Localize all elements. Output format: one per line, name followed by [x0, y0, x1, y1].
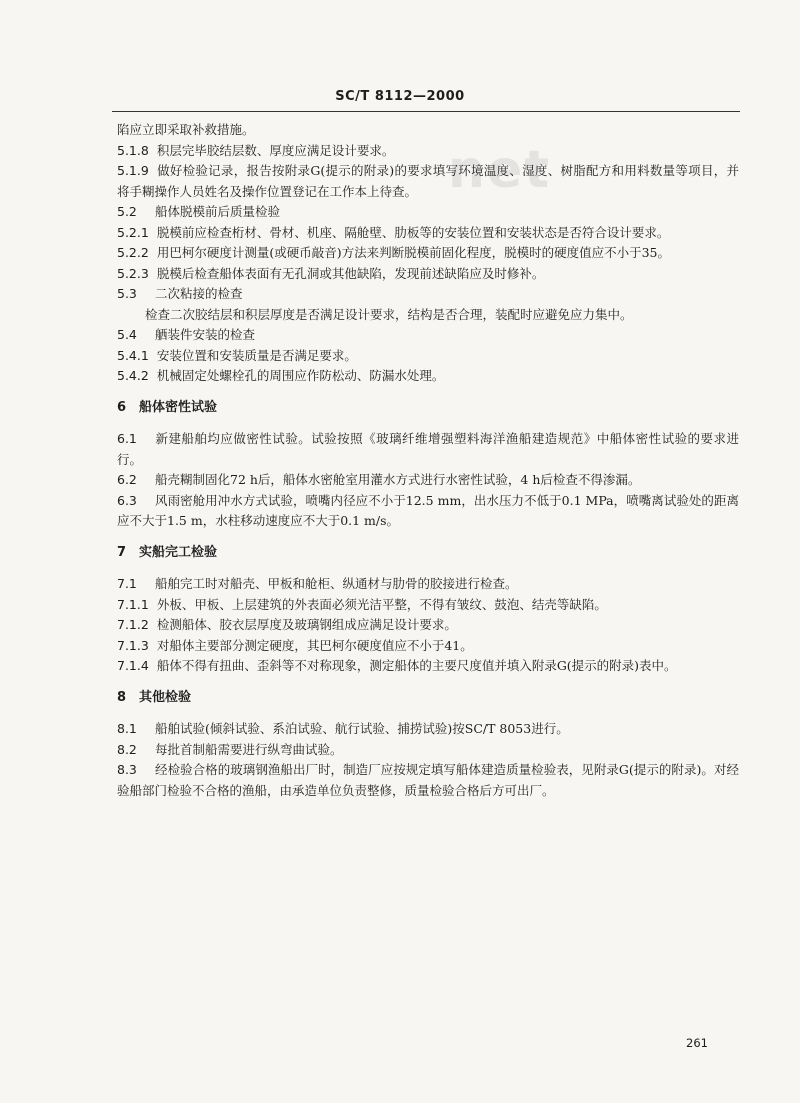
clause-6-1 [117, 429, 739, 470]
document-code-header: SC/T 8112—2000 [335, 89, 465, 104]
clause-heading: 二次粘接的检查 [155, 286, 243, 301]
document-body [117, 120, 739, 801]
section-8-heading [117, 688, 739, 709]
clause-text: 每批首制船需要进行纵弯曲试验。 [155, 741, 343, 757]
clause-5-1-8 [117, 141, 739, 162]
page-number: 261 [686, 1036, 708, 1050]
clause-text: 船壳糊制固化72 h后，船体水密舱室用灌水方式进行水密性试验，4 h后检查不得渗漏。 [155, 472, 641, 487]
section-number: 8 [117, 689, 127, 705]
clause-heading: 船体脱模前后质量检验 [155, 204, 281, 219]
clause-number: 5.2.2 [117, 245, 149, 260]
clause-5-3 [117, 284, 739, 305]
clause-number: 5.4.1 [117, 347, 149, 363]
clause-number: 7.1.2 [117, 617, 149, 632]
clause-6-3 [117, 491, 739, 532]
clause-text: 做好检验记录，报告按附录G(提示的附录)的要求填写环境温度、湿度、树脂配方和用料数量等项目，并将手糊操作人员姓名及操作位置登记在工作本上待查。 [117, 163, 739, 199]
clause-text: 安装位置和安装质量是否满足要求。 [156, 347, 357, 363]
clause-5-2-2 [117, 243, 739, 264]
section-title: 船体密性试验 [139, 399, 218, 415]
clause-number: 5.1.8 [117, 142, 149, 158]
header-rule [112, 111, 740, 112]
clause-text: 用巴柯尔硬度计测量(或硬币敲音)方法来判断脱模前固化程度，脱模时的硬度值应不小于35。 [156, 245, 670, 260]
clause-text: 新建船舶均应做密性试验。试验按照《玻璃纤维增强塑料海洋渔船建造规范》中船体密性试验的要求进行。 [117, 431, 739, 467]
clause-heading: 舾装件安装的检查 [155, 327, 256, 342]
clause-7-1-2 [117, 615, 739, 636]
clause-text: 船舶完工时对船壳、甲板和舱柜、纵通材与肋骨的胶接进行检查。 [155, 576, 518, 591]
clause-number: 8.2 [117, 741, 137, 757]
section-6-heading [117, 398, 739, 419]
clause-5-2-3 [117, 264, 739, 285]
clause-number: 8.1 [117, 721, 137, 736]
clause-number: 7.1.4 [117, 658, 149, 673]
watermark: net [448, 140, 552, 200]
clause-7-1-4 [117, 656, 739, 677]
paragraph-text: 陷应立即采取补救措施。 [117, 122, 255, 137]
clause-number: 7.1.1 [117, 596, 149, 612]
clause-8-2 [117, 740, 739, 761]
section-7-heading [117, 543, 739, 564]
clause-text: 经检验合格的玻璃钢渔船出厂时，制造厂应按规定填写船体建造质量检验表，见附录G(提示的附录)。对经验船部门检验不合格的渔船，由承造单位负责整修，质量检验合格后方可出厂。 [117, 762, 739, 798]
clause-number: 5.3 [117, 286, 137, 301]
clause-text: 检测船体、胶衣层厚度及玻璃钢组成应满足设计要求。 [156, 617, 457, 632]
section-number: 7 [117, 544, 127, 560]
clause-text: 检查二次胶结层和积层厚度是否满足设计要求，结构是否合理，装配时应避免应力集中。 [145, 306, 633, 322]
clause-text: 外板、甲板、上层建筑的外表面必须光洁平整，不得有皱纹、鼓泡、结壳等缺陷。 [156, 596, 607, 612]
clause-8-3 [117, 760, 739, 801]
clause-number: 5.1.9 [117, 163, 149, 178]
clause-text: 船体不得有扭曲、歪斜等不对称现象，测定船体的主要尺度值并填入附录G(提示的附录)表中。 [156, 658, 677, 673]
clause-number: 7.1 [117, 576, 137, 591]
clause-text: 船舶试验(倾斜试验、系泊试验、航行试验、捕捞试验)按SC/T 8053进行。 [155, 721, 569, 736]
clause-text: 风雨密舱用冲水方式试验，喷嘴内径应不小于12.5 mm，出水压力不低于0.1 MPa，喷嘴离试验处的距离应不大于1.5 m，水柱移动速度应不大于0.1 m/s。 [117, 492, 739, 528]
clause-text: 机械固定处螺栓孔的周围应作防松动、防漏水处理。 [156, 368, 445, 383]
clause-number: 7.1.3 [117, 637, 149, 653]
clause-number: 6.3 [117, 492, 137, 508]
paragraph [117, 120, 739, 141]
clause-number: 5.2.3 [117, 265, 149, 281]
section-title: 其他检验 [139, 689, 192, 705]
clause-number: 5.2.1 [117, 224, 149, 240]
clause-8-1 [117, 719, 739, 740]
clause-5-3-text [117, 305, 739, 326]
clause-number: 5.2 [117, 204, 137, 219]
clause-text: 积层完毕胶结层数、厚度应满足设计要求。 [156, 142, 395, 158]
clause-5-2 [117, 202, 739, 223]
clause-number: 6.2 [117, 472, 137, 487]
clause-number: 8.3 [117, 762, 137, 777]
clause-text: 对船体主要部分测定硬度，其巴柯尔硬度值应不小于41。 [156, 637, 473, 653]
clause-7-1-3 [117, 636, 739, 657]
clause-5-4 [117, 325, 739, 346]
clause-5-4-1 [117, 346, 739, 367]
clause-text: 脱模后检查船体表面有无孔洞或其他缺陷，发现前述缺陷应及时修补。 [156, 265, 545, 281]
clause-number: 5.4.2 [117, 368, 149, 383]
clause-7-1-1 [117, 595, 739, 616]
clause-7-1 [117, 574, 739, 595]
clause-text: 脱模前应检查桁材、骨材、机座、隔舱壁、肋板等的安装位置和安装状态是否符合设计要求。 [156, 224, 670, 240]
clause-5-1-9 [117, 161, 739, 202]
clause-6-2 [117, 470, 739, 491]
clause-5-2-1 [117, 223, 739, 244]
section-number: 6 [117, 399, 127, 415]
clause-number: 6.1 [117, 431, 137, 446]
section-title: 实船完工检验 [139, 544, 218, 560]
clause-number: 5.4 [117, 327, 137, 342]
clause-5-4-2 [117, 366, 739, 387]
